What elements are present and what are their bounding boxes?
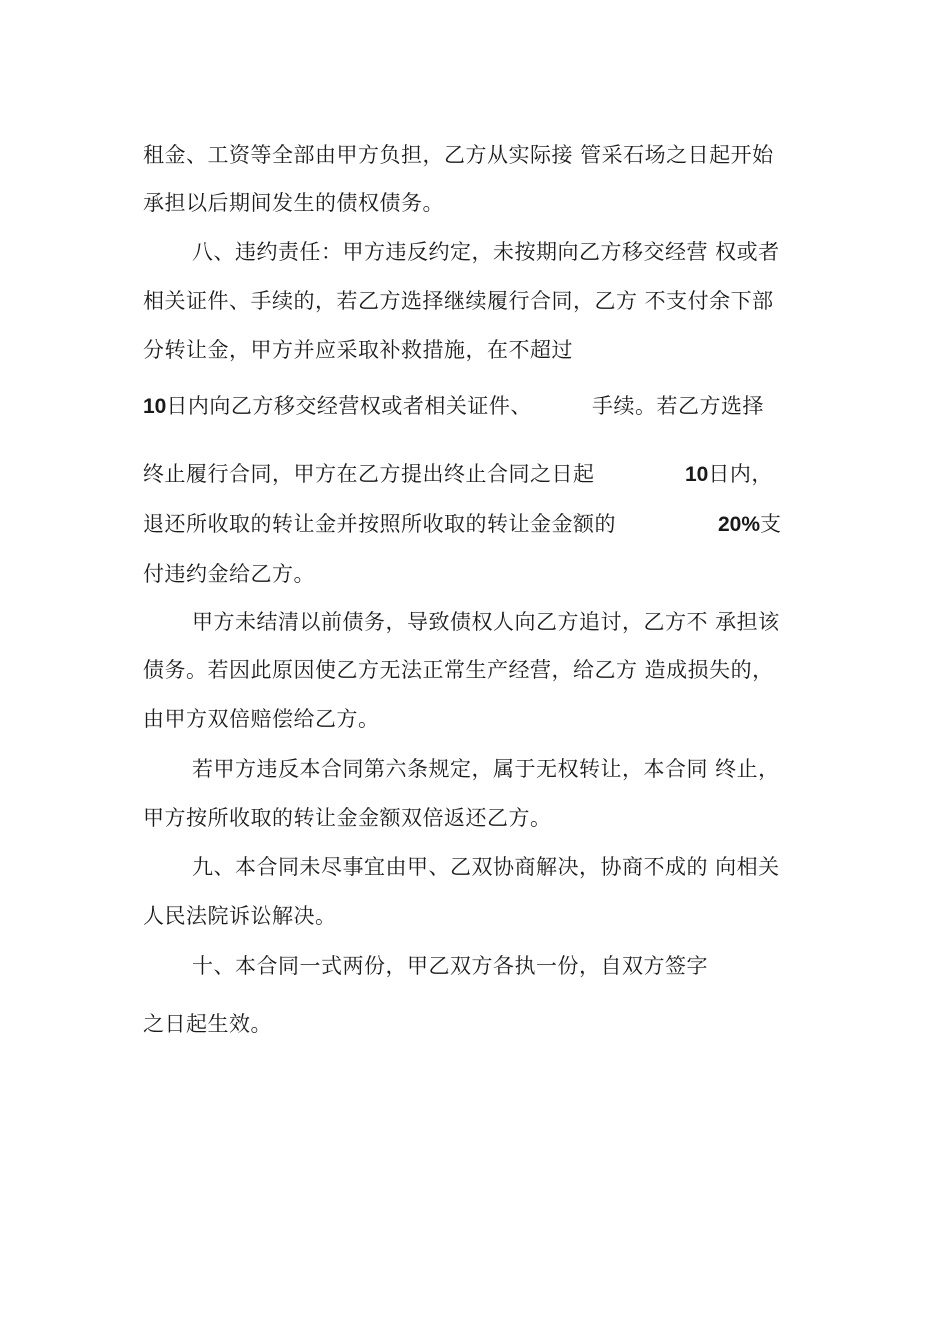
paragraph-line: 付违约金给乙方。 (143, 562, 315, 586)
paragraph-line: 终止履行合同，甲方在乙方提出终止合同之日起 (143, 462, 595, 486)
paragraph-first-line: 若甲方违反本合同第六条规定，属于无权转让，本合同 终止， (192, 757, 780, 781)
paragraph-line: 退还所收取的转让金并按照所收取的转让金金额的 (143, 512, 616, 536)
line-segment: 日内， (708, 462, 773, 486)
line-segment-right: 手续。若乙方选择 (592, 394, 764, 418)
paragraph-line (143, 392, 532, 421)
paragraph-line: 由甲方双倍赔偿给乙方。 (143, 707, 380, 731)
clause-9-first-line: 九、本合同未尽事宜由甲、乙双协商解决，协商不成的 向相关 (192, 855, 780, 879)
line-segment-right (718, 510, 782, 539)
paragraph-line: 甲方按所收取的转让金金额双倍返还乙方。 (143, 806, 552, 830)
paragraph-line: 分转让金，甲方并应采取补救措施，在不超过 (143, 338, 573, 362)
days-refund-number: 10 (685, 463, 709, 486)
penalty-rate-number: 20% (718, 513, 761, 536)
paragraph-line: 租金、工资等全部由甲方负担，乙方从实际接 管采石场之日起开始 (143, 143, 774, 167)
days-handover-number: 10 (143, 395, 167, 418)
paragraph-line: 债务。若因此原因使乙方无法正常生产经营，给乙方 造成损失的， (143, 658, 774, 682)
paragraph-line: 相关证件、手续的，若乙方选择继续履行合同，乙方 不支付余下部 (143, 289, 774, 313)
paragraph-first-line: 甲方未结清以前债务，导致债权人向乙方追讨，乙方不 承担该 (192, 610, 780, 634)
line-segment: 日内向乙方移交经营权或者相关证件、 (166, 394, 532, 418)
paragraph-line: 人民法院诉讼解决。 (143, 904, 337, 928)
paragraph-line: 之日起生效。 (143, 1012, 272, 1036)
line-segment-right (685, 460, 773, 489)
clause-8-first-line: 八、违约责任：甲方违反约定，未按期向乙方移交经营 权或者 (192, 240, 780, 264)
paragraph-line: 承担以后期间发生的债权债务。 (143, 191, 444, 215)
clause-10-first-line: 十、本合同一式两份，甲乙双方各执一份，自双方签字 (192, 954, 708, 978)
line-segment: 支 (760, 512, 782, 536)
